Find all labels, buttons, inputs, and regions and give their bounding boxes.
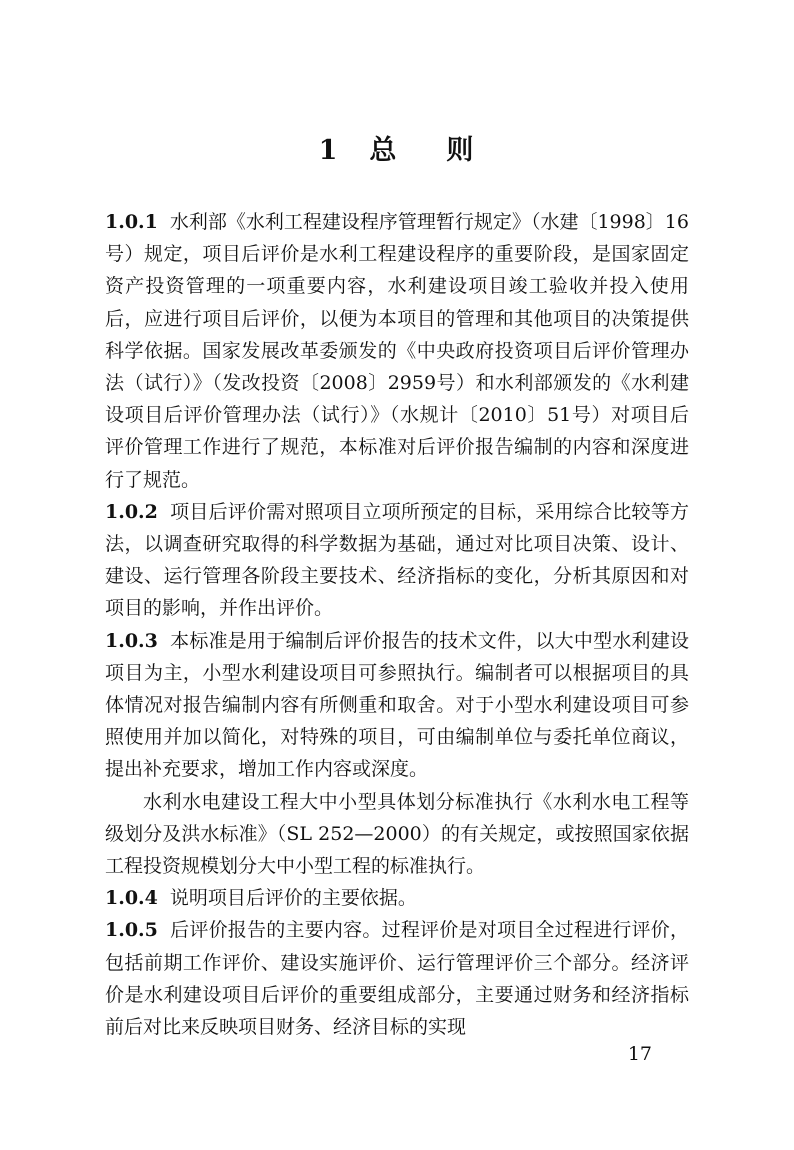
clause-number: 1.0.3: [105, 629, 158, 652]
chapter-title-char-2: 则: [446, 135, 476, 166]
clause-text: 说明项目后评价的主要依据。: [169, 887, 417, 910]
clause-text: 后评价报告的主要内容。过程评价是对项目全过程进行评价，包括前期工作评价、建设实施评价、运行管理评价三个部分。经济评价是水利建设项目后评价的重要组成部分，主要通过财务和经济指标前后对比来反映项目财务、经济目标的实现: [105, 919, 689, 1039]
clause-1-0-3: [105, 625, 689, 786]
page-number: 17: [627, 1043, 652, 1065]
chapter-number: 1: [318, 135, 340, 166]
clause-1-0-3-continuation: 水利水电建设工程大中小型具体划分标准执行《水利水电工程等级划分及洪水标准》（SL 252—2000）的有关规定，或按照国家依据工程投资规模划分大中小型工程的标准执行。: [105, 790, 689, 878]
clause-number: 1.0.1: [105, 211, 158, 233]
clause-text: 项目后评价需对照项目立项所预定的目标，采用综合比较等方法，以调查研究取得的科学数据为基础，通过对比项目决策、设计、建设、运行管理各阶段主要技术、经济指标的变化，分析其原因和对项目的影响，并作出评价。: [105, 500, 689, 620]
clause-1-0-1: [105, 206, 689, 496]
chapter-body: [105, 206, 689, 1043]
chapter-title-char-1: 总: [369, 135, 399, 166]
clause-text: 本标准是用于编制后评价报告的技术文件，以大中型水利建设项目为主，小型水利建设项目可参照执行。编制者可以根据项目的具体情况对报告编制内容有所侧重和取舍。对于小型水利建设项目可参照使用并加以简化，对特殊的项目，可由编制单位与委托单位商议，提出补充要求，增加工作内容或深度。: [105, 629, 689, 781]
clause-text: 水利部《水利工程建设程序管理暂行规定》（水建〔1998〕16号）规定，项目后评价是水利工程建设程序的重要阶段，是国家固定资产投资管理的一项重要内容，水利建设项目竣工验收并投入使用后，应进行项目后评价，以便为本项目的管理和其他项目的决策提供科学依据。国家发展改革委颁发的《中央政府投资项目后评价管理办法（试行）》（发改投资〔2008〕2959号）和水利部颁发的《水利建设项目后评价管理办法（试行）》（水规计〔2010〕51号）对项目后评价管理工作进行了规范，本标准对后评价报告编制的内容和深度进行了规范。: [105, 211, 689, 491]
clause-number: 1.0.2: [105, 500, 158, 523]
clause-number: 1.0.4: [105, 887, 158, 910]
clause-number: 1.0.5: [105, 919, 158, 942]
clause-1-0-4: [105, 882, 689, 914]
clause-1-0-5: [105, 914, 689, 1043]
clause-1-0-2: [105, 496, 689, 625]
chapter-title: [0, 128, 794, 167]
